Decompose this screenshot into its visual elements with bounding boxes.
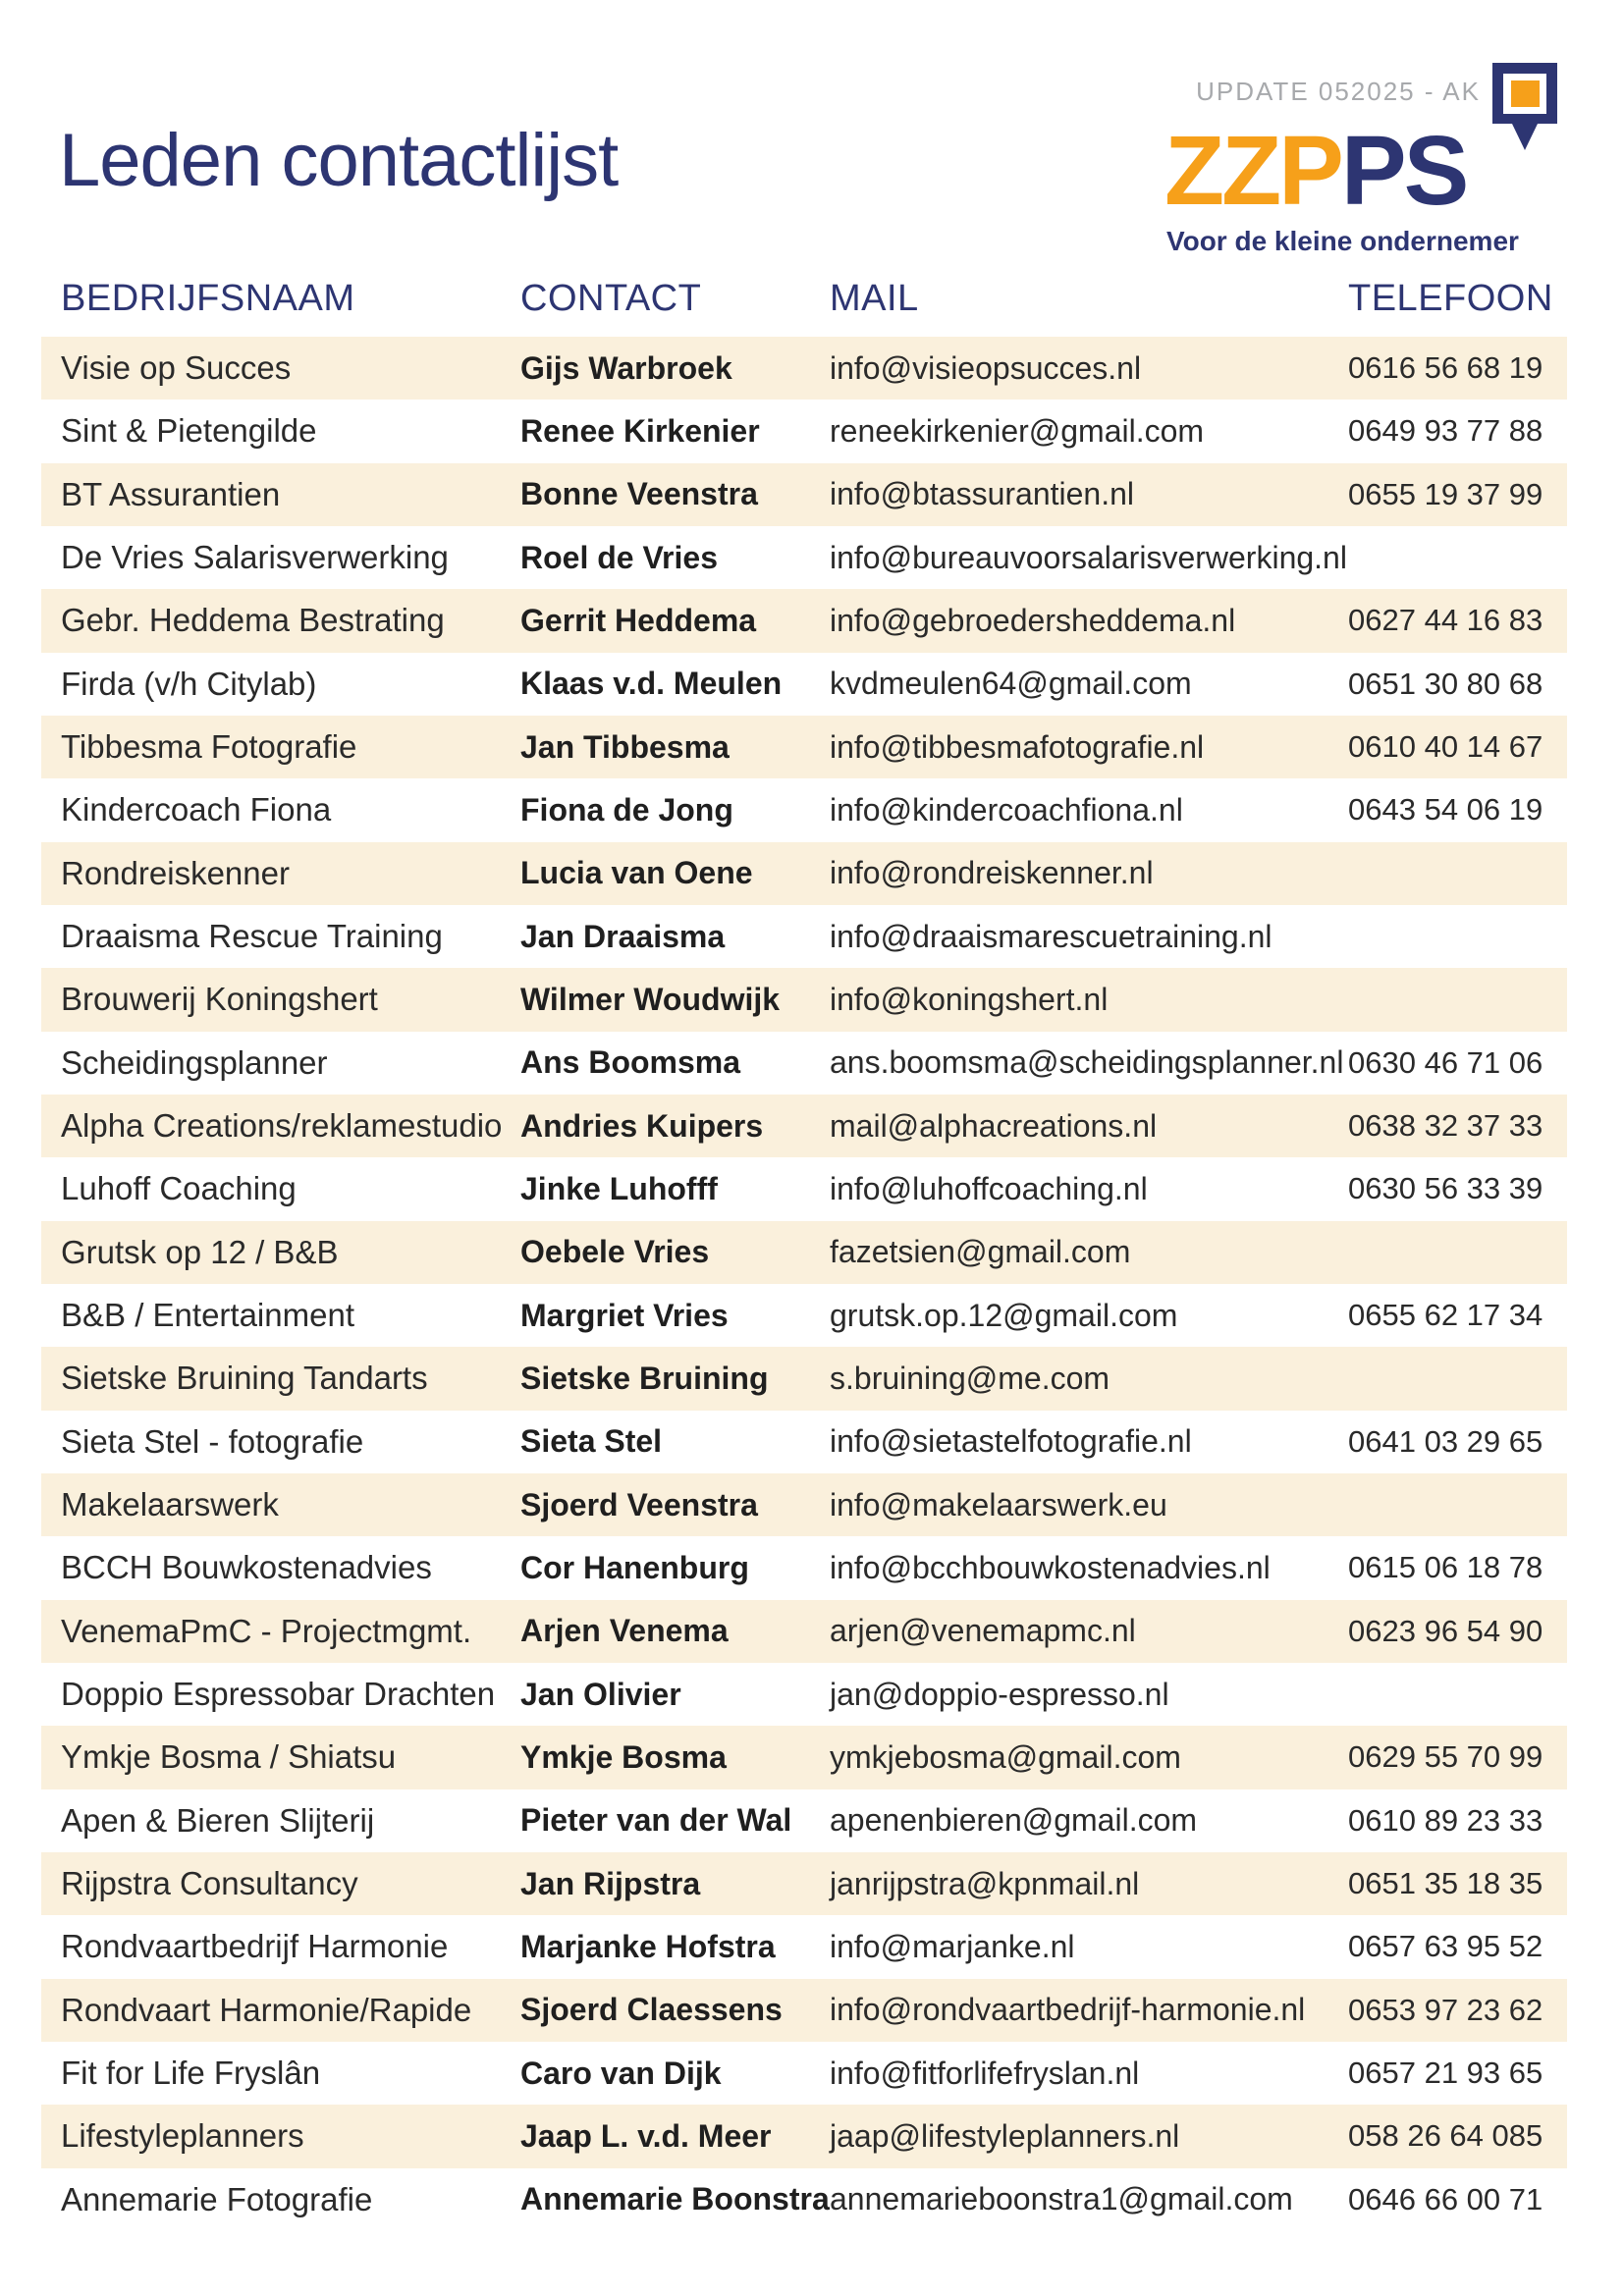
email-cell: grutsk.op.12@gmail.com	[830, 1297, 1178, 1333]
email-cell: info@sietastelfotografie.nl	[830, 1423, 1192, 1460]
table-row	[41, 2168, 1567, 2231]
company-name-cell: Sietske Bruining Tandarts	[61, 1360, 428, 1397]
email-cell: info@luhoffcoaching.nl	[830, 1170, 1148, 1206]
company-name-cell: Rondvaart Harmonie/Rapide	[61, 1991, 472, 2028]
phone-cell: 0649 93 77 88	[1348, 413, 1543, 449]
phone-cell: 0651 30 80 68	[1348, 666, 1543, 701]
phone-cell: 0630 56 33 39	[1348, 1171, 1543, 1206]
column-header-mail: MAIL	[830, 278, 919, 319]
phone-cell: 0651 35 18 35	[1348, 1866, 1543, 1901]
email-cell: jan@doppio-espresso.nl	[830, 1676, 1169, 1712]
company-name-cell: Lifestyleplanners	[61, 2117, 304, 2155]
company-name-cell: Gebr. Heddema Bestrating	[61, 602, 445, 639]
company-name-cell: Annemarie Fotografie	[61, 2180, 373, 2217]
table-row	[41, 905, 1567, 968]
table-row	[41, 1284, 1567, 1347]
contact-name-cell: Oebele Vries	[520, 1234, 710, 1270]
phone-cell: 0655 62 17 34	[1348, 1298, 1543, 1333]
phone-cell: 0655 19 37 99	[1348, 476, 1543, 511]
contact-name-cell: Renee Kirkenier	[520, 412, 760, 449]
company-name-cell: Ymkje Bosma / Shiatsu	[61, 1738, 397, 1776]
phone-cell: 0627 44 16 83	[1348, 603, 1543, 638]
contact-name-cell: Jan Tibbesma	[520, 728, 730, 765]
table-row	[41, 2042, 1567, 2105]
logo-tagline: Voor de kleine ondernemer	[1166, 226, 1519, 256]
phone-cell: 0610 40 14 67	[1348, 729, 1543, 765]
company-name-cell: Scheidingsplanner	[61, 1043, 328, 1081]
table-row	[41, 1979, 1567, 2042]
table-row	[41, 1221, 1567, 1284]
table-row	[41, 1789, 1567, 1852]
update-label: UPDATE 052025 - AK	[1196, 77, 1481, 106]
email-cell: info@visieopsucces.nl	[830, 349, 1142, 386]
phone-cell: 0653 97 23 62	[1348, 1992, 1543, 2027]
email-cell: kvdmeulen64@gmail.com	[830, 666, 1192, 702]
email-cell: mail@alphacreations.nl	[830, 1107, 1158, 1144]
contact-name-cell: Bonne Veenstra	[520, 476, 758, 512]
contact-name-cell: Margriet Vries	[520, 1297, 729, 1333]
table-row	[41, 968, 1567, 1031]
email-cell: info@rondreiskenner.nl	[830, 855, 1154, 891]
phone-cell: 0630 46 71 06	[1348, 1044, 1543, 1080]
company-name-cell: VenemaPmC - Projectmgmt.	[61, 1612, 472, 1649]
pin-pointer	[1512, 124, 1538, 150]
company-name-cell: Sieta Stel - fotografie	[61, 1422, 364, 1460]
zzpps-logo	[1164, 116, 1467, 226]
contact-name-cell: Arjen Venema	[520, 1613, 729, 1649]
contact-name-cell: Lucia van Oene	[520, 855, 753, 891]
table-row	[41, 1032, 1567, 1095]
email-cell: info@fitforlifefryslan.nl	[830, 2055, 1140, 2091]
company-name-cell: B&B / Entertainment	[61, 1297, 354, 1334]
email-cell: ymkjebosma@gmail.com	[830, 1738, 1181, 1775]
table-row	[41, 400, 1567, 462]
email-cell: info@btassurantien.nl	[830, 476, 1134, 512]
page-title: Leden contactlijst	[59, 119, 619, 202]
contact-name-cell: Andries Kuipers	[520, 1107, 764, 1144]
email-cell: arjen@venemapmc.nl	[830, 1613, 1136, 1649]
email-cell: info@kindercoachfiona.nl	[830, 791, 1183, 828]
table-row	[41, 1095, 1567, 1157]
contact-table	[41, 337, 1567, 2231]
contact-name-cell: Jaap L. v.d. Meer	[520, 2117, 772, 2154]
phone-cell: 0657 21 93 65	[1348, 2056, 1543, 2091]
contact-name-cell: Jan Draaisma	[520, 918, 726, 954]
phone-cell: 0610 89 23 33	[1348, 1802, 1543, 1838]
email-cell: info@bureauvoorsalarisverwerking.nl	[830, 539, 1347, 575]
phone-cell: 0641 03 29 65	[1348, 1423, 1543, 1459]
table-row	[41, 1852, 1567, 1915]
email-cell: info@bcchbouwkostenadvies.nl	[830, 1549, 1271, 1585]
pin-orange-square	[1511, 80, 1540, 107]
email-cell: info@koningshert.nl	[830, 981, 1109, 1017]
email-cell: info@tibbesmafotografie.nl	[830, 728, 1205, 765]
contact-name-cell: Caro van Dijk	[520, 2055, 722, 2091]
email-cell: jaap@lifestyleplanners.nl	[830, 2117, 1180, 2154]
pin-inner-frame	[1503, 74, 1546, 114]
contact-name-cell: Wilmer Woudwijk	[520, 981, 781, 1017]
table-row	[41, 337, 1567, 400]
table-row	[41, 1663, 1567, 1726]
email-cell: janrijpstra@kpnmail.nl	[830, 1865, 1140, 1901]
phone-cell: 0616 56 68 19	[1348, 350, 1543, 386]
contact-name-cell: Marjanke Hofstra	[520, 1928, 776, 1964]
company-name-cell: Kindercoach Fiona	[61, 791, 332, 828]
table-row	[41, 1473, 1567, 1536]
company-name-cell: BT Assurantien	[61, 475, 281, 512]
company-name-cell: Brouwerij Koningshert	[61, 981, 378, 1018]
company-name-cell: Tibbesma Fotografie	[61, 728, 357, 766]
email-cell: s.bruining@me.com	[830, 1360, 1110, 1396]
table-row	[41, 1347, 1567, 1410]
table-row	[41, 1600, 1567, 1663]
company-name-cell: Apen & Bieren Slijterij	[61, 1801, 375, 1839]
table-row	[41, 842, 1567, 905]
phone-cell: 0638 32 37 33	[1348, 1108, 1543, 1144]
company-name-cell: Fit for Life Fryslân	[61, 2055, 321, 2092]
company-name-cell: Alpha Creations/reklamestudio	[61, 1107, 503, 1145]
contact-name-cell: Gijs Warbroek	[520, 349, 732, 386]
column-header-bedrijfsnaam: BEDRIJFSNAAM	[61, 278, 355, 319]
email-cell: ans.boomsma@scheidingsplanner.nl	[830, 1044, 1344, 1081]
company-name-cell: Visie op Succes	[61, 349, 292, 387]
company-name-cell: Rijpstra Consultancy	[61, 1865, 358, 1902]
company-name-cell: De Vries Salarisverwerking	[61, 539, 449, 576]
email-cell: annemarieboonstra1@gmail.com	[830, 2181, 1293, 2217]
company-name-cell: Rondreiskenner	[61, 854, 290, 891]
logo-zzp-text: ZZP	[1164, 116, 1341, 226]
contact-name-cell: Sjoerd Veenstra	[520, 1486, 758, 1522]
phone-cell: 058 26 64 085	[1348, 2118, 1543, 2154]
logo-pin-icon	[1492, 63, 1557, 151]
company-name-cell: Sint & Pietengilde	[61, 412, 317, 450]
phone-cell: 0643 54 06 19	[1348, 792, 1543, 828]
email-cell: reneekirkenier@gmail.com	[830, 412, 1205, 449]
contact-name-cell: Roel de Vries	[520, 539, 718, 575]
company-name-cell: Doppio Espressobar Drachten	[61, 1676, 496, 1713]
email-cell: fazetsien@gmail.com	[830, 1234, 1131, 1270]
company-name-cell: Makelaarswerk	[61, 1486, 279, 1523]
contact-name-cell: Jan Rijpstra	[520, 1865, 701, 1901]
contact-name-cell: Gerrit Heddema	[520, 602, 757, 638]
company-name-cell: Firda (v/h Citylab)	[61, 665, 317, 702]
table-row	[41, 778, 1567, 841]
contact-name-cell: Pieter van der Wal	[520, 1802, 792, 1839]
logo-ps-text: PS	[1340, 116, 1467, 226]
phone-cell: 0615 06 18 78	[1348, 1550, 1543, 1585]
table-row	[41, 716, 1567, 778]
email-cell: info@draaismarescuetraining.nl	[830, 918, 1272, 954]
phone-cell: 0623 96 54 90	[1348, 1613, 1543, 1648]
table-row	[41, 1411, 1567, 1473]
contact-name-cell: Cor Hanenburg	[520, 1549, 749, 1585]
contact-name-cell: Sietske Bruining	[520, 1360, 769, 1396]
contact-name-cell: Fiona de Jong	[520, 791, 733, 828]
contact-name-cell: Jinke Luhofff	[520, 1170, 718, 1206]
table-row	[41, 463, 1567, 526]
company-name-cell: Luhoff Coaching	[61, 1170, 297, 1207]
pin-square	[1492, 63, 1557, 124]
column-header-telefoon: TELEFOON	[1348, 278, 1553, 319]
contact-name-cell: Jan Olivier	[520, 1676, 681, 1712]
contact-name-cell: Sieta Stel	[520, 1423, 663, 1460]
phone-cell: 0657 63 95 52	[1348, 1929, 1543, 1964]
table-row	[41, 1915, 1567, 1978]
table-row	[41, 653, 1567, 716]
company-name-cell: Grutsk op 12 / B&B	[61, 1233, 339, 1270]
phone-cell: 0629 55 70 99	[1348, 1739, 1543, 1775]
email-cell: info@makelaarswerk.eu	[830, 1486, 1167, 1522]
table-row	[41, 589, 1567, 652]
table-row	[41, 526, 1567, 589]
contact-name-cell: Annemarie Boonstra	[520, 2181, 830, 2217]
company-name-cell: Rondvaartbedrijf Harmonie	[61, 1928, 449, 1965]
email-cell: info@marjanke.nl	[830, 1928, 1075, 1964]
contact-name-cell: Klaas v.d. Meulen	[520, 666, 783, 702]
table-row	[41, 2105, 1567, 2167]
contact-name-cell: Ans Boomsma	[520, 1044, 741, 1081]
table-row	[41, 1157, 1567, 1220]
table-row	[41, 1726, 1567, 1789]
email-cell: info@gebroedersheddema.nl	[830, 602, 1236, 638]
column-header-contact: CONTACT	[520, 278, 702, 319]
contact-name-cell: Ymkje Bosma	[520, 1738, 727, 1775]
company-name-cell: BCCH Bouwkostenadvies	[61, 1549, 432, 1586]
table-row	[41, 1536, 1567, 1599]
contact-name-cell: Sjoerd Claessens	[520, 1992, 783, 2028]
email-cell: apenenbieren@gmail.com	[830, 1802, 1198, 1839]
email-cell: info@rondvaartbedrijf-harmonie.nl	[830, 1992, 1306, 2028]
company-name-cell: Draaisma Rescue Training	[61, 918, 443, 955]
phone-cell: 0646 66 00 71	[1348, 2181, 1543, 2216]
